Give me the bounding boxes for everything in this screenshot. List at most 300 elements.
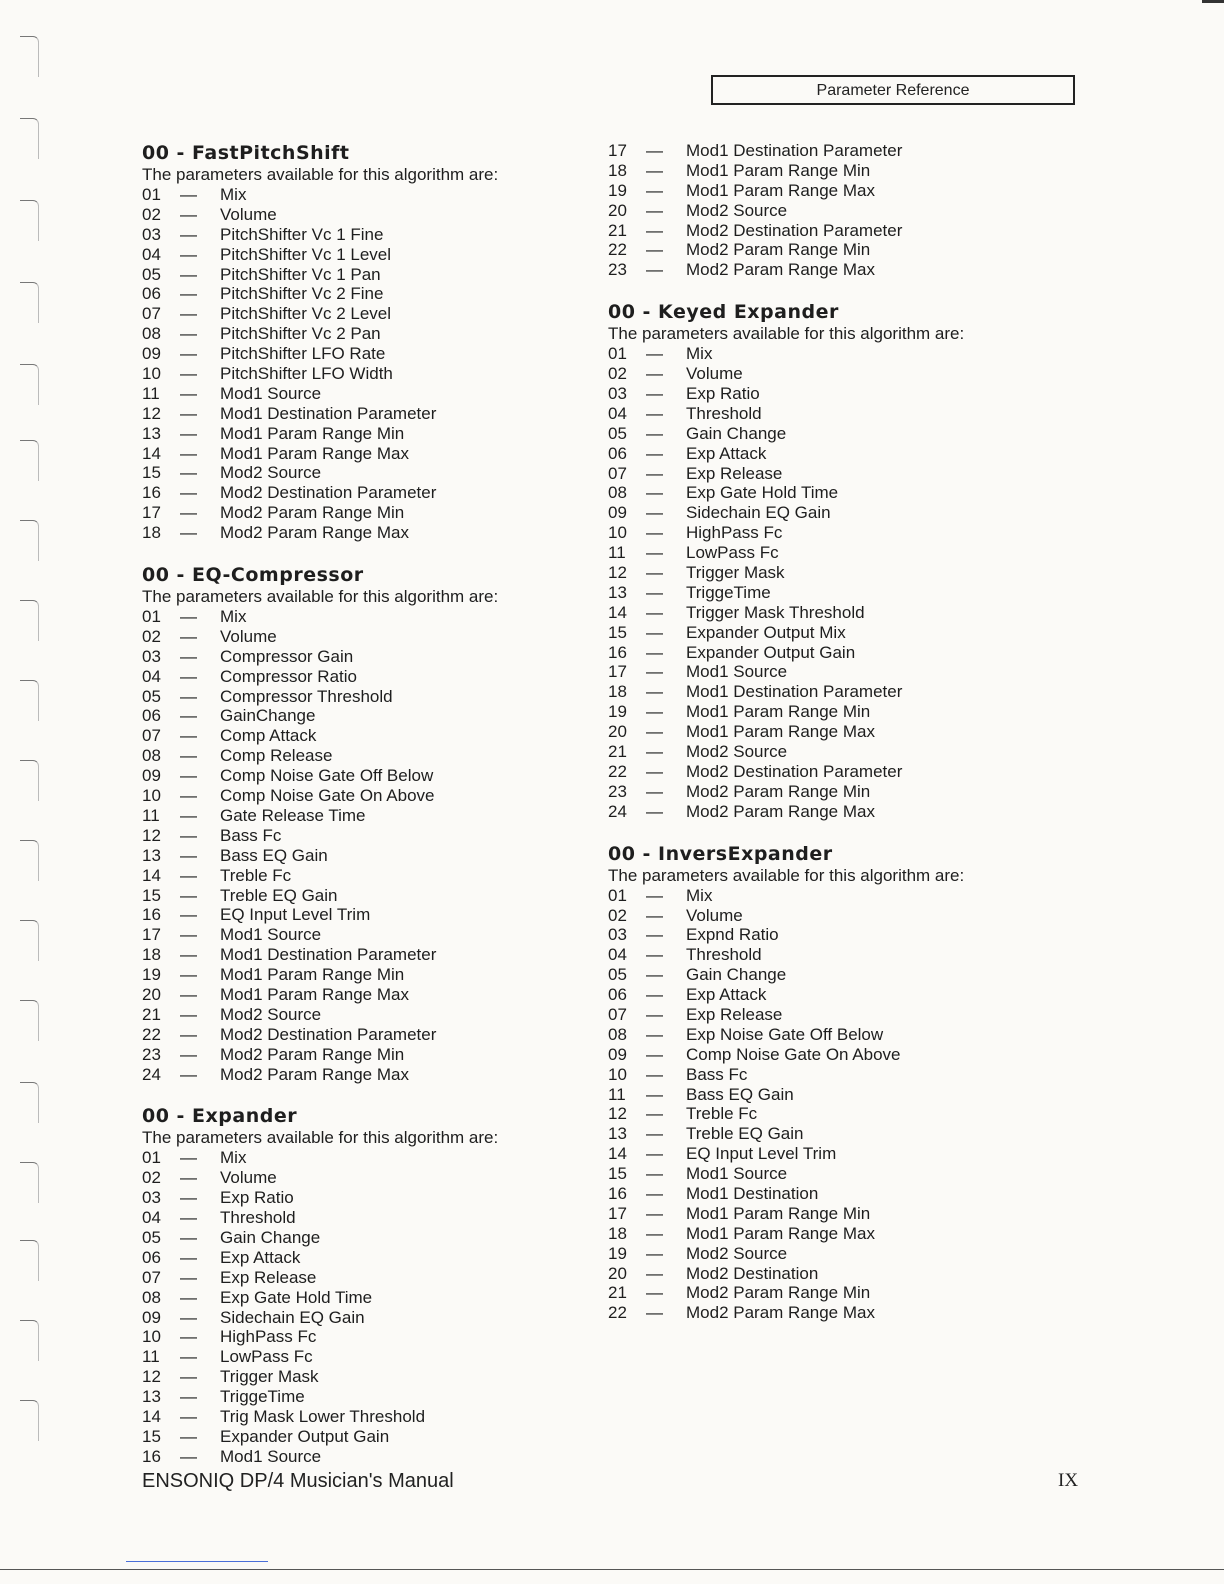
parameter-label: HighPass Fc xyxy=(686,523,783,543)
parameter-number: 04 xyxy=(142,666,161,686)
parameter-label: Gate Release Time xyxy=(220,805,366,825)
parameter-dash: — xyxy=(180,746,197,766)
parameter-label: Bass EQ Gain xyxy=(686,1084,794,1104)
parameter-number: 10 xyxy=(142,1327,161,1347)
parameter-dash: — xyxy=(646,260,663,280)
parameter-row xyxy=(142,687,582,707)
parameter-dash: — xyxy=(646,702,663,722)
parameter-label: Volume xyxy=(220,1168,277,1188)
parameter-row xyxy=(608,201,1048,221)
parameter-label: Mod1 Destination Parameter xyxy=(686,682,903,702)
parameter-row xyxy=(608,603,1048,623)
scan-mark xyxy=(126,1561,268,1562)
parameter-number: 08 xyxy=(608,483,627,503)
right-column xyxy=(608,141,1048,1323)
parameter-label: Mod1 Param Range Min xyxy=(220,423,405,443)
parameter-label: Mod1 Param Range Max xyxy=(220,984,409,1004)
parameter-number: 01 xyxy=(142,1148,161,1168)
parameter-number: 18 xyxy=(608,1223,627,1243)
parameter-row xyxy=(608,563,1048,583)
parameter-row xyxy=(142,806,582,826)
parameter-label: PitchShifter Vc 1 Level xyxy=(220,244,392,264)
parameter-dash: — xyxy=(180,1148,197,1168)
parameter-row xyxy=(142,886,582,906)
parameter-number: 05 xyxy=(608,423,627,443)
parameter-number: 17 xyxy=(608,662,627,682)
parameter-label: Volume xyxy=(220,204,277,224)
parameter-dash: — xyxy=(180,264,197,284)
parameter-row xyxy=(142,185,582,205)
parameter-dash: — xyxy=(180,885,197,905)
parameter-row xyxy=(608,762,1048,782)
parameter-label: Exp Gate Hold Time xyxy=(220,1287,373,1307)
parameter-label: Mod1 Destination xyxy=(686,1183,819,1203)
parameter-row xyxy=(142,245,582,265)
parameter-label: Trigger Mask xyxy=(686,563,785,583)
parameter-label: Sidechain EQ Gain xyxy=(686,503,831,523)
parameter-row xyxy=(142,1188,582,1208)
parameter-dash: — xyxy=(180,1004,197,1024)
parameter-number: 18 xyxy=(608,160,627,180)
manual-title: ENSONIQ DP/4 Musician's Manual xyxy=(142,1470,454,1492)
parameter-label: Exp Release xyxy=(220,1267,317,1287)
parameter-row xyxy=(142,463,582,483)
parameter-number: 03 xyxy=(142,224,161,244)
parameter-row xyxy=(142,647,582,667)
parameter-row xyxy=(142,706,582,726)
parameter-number: 03 xyxy=(142,1188,161,1208)
algorithm-intro: The parameters available for this algorithm are: xyxy=(608,865,965,885)
parameter-dash: — xyxy=(646,141,663,160)
binder-hole xyxy=(20,118,39,159)
binder-hole xyxy=(20,680,39,721)
parameter-row xyxy=(608,1085,1048,1105)
parameter-dash: — xyxy=(180,845,197,865)
parameter-row xyxy=(142,404,582,424)
parameter-row xyxy=(142,1288,582,1308)
parameter-number: 06 xyxy=(608,985,627,1005)
parameter-dash: — xyxy=(646,905,663,925)
scan-edge-line xyxy=(0,1569,1224,1570)
parameter-number: 15 xyxy=(142,463,161,483)
parameter-label: Mod1 Source xyxy=(220,383,322,403)
parameter-label: Mod2 Param Range Min xyxy=(686,781,871,801)
parameter-row xyxy=(608,945,1048,965)
parameter-dash: — xyxy=(646,463,663,483)
parameter-dash: — xyxy=(646,423,663,443)
parameter-row xyxy=(608,1144,1048,1164)
parameter-number: 05 xyxy=(142,1227,161,1247)
parameter-dash: — xyxy=(646,761,663,781)
algorithm-section xyxy=(608,141,1048,280)
parameter-number: 15 xyxy=(142,885,161,905)
binder-hole xyxy=(20,600,39,641)
parameter-label: Mod2 Param Range Max xyxy=(220,1064,409,1084)
parameter-row xyxy=(142,1168,582,1188)
parameter-number: 06 xyxy=(142,706,161,726)
algorithm-intro: The parameters available for this algorithm are: xyxy=(142,587,499,607)
parameter-dash: — xyxy=(646,1064,663,1084)
parameter-row xyxy=(608,886,1048,906)
parameter-row xyxy=(142,607,582,627)
parameter-number: 18 xyxy=(142,523,161,543)
parameter-dash: — xyxy=(180,284,197,304)
parameter-row xyxy=(608,1124,1048,1144)
parameter-dash: — xyxy=(180,905,197,925)
parameter-number: 09 xyxy=(142,344,161,364)
parameter-label: LowPass Fc xyxy=(220,1347,313,1367)
parameter-row xyxy=(608,1244,1048,1264)
parameter-number: 02 xyxy=(142,204,161,224)
parameter-number: 13 xyxy=(608,1124,627,1144)
binder-hole xyxy=(20,520,39,561)
parameter-number: 15 xyxy=(142,1426,161,1446)
parameter-dash: — xyxy=(646,543,663,563)
parameter-label: Mod1 Param Range Min xyxy=(220,965,405,985)
parameter-number: 22 xyxy=(608,761,627,781)
parameter-label: Treble Fc xyxy=(220,865,292,885)
parameter-label: TriggeTime xyxy=(220,1387,305,1407)
parameter-dash: — xyxy=(646,1024,663,1044)
parameter-number: 21 xyxy=(608,1283,627,1303)
parameter-row xyxy=(608,682,1048,702)
parameter-number: 14 xyxy=(608,602,627,622)
binder-hole xyxy=(20,1000,39,1041)
parameter-dash: — xyxy=(646,523,663,543)
parameter-dash: — xyxy=(180,1347,197,1367)
parameter-number: 20 xyxy=(608,200,627,220)
parameter-label: Mod1 Source xyxy=(686,662,788,682)
parameter-dash: — xyxy=(180,706,197,726)
parameter-dash: — xyxy=(646,160,663,180)
parameter-label: Mod2 Destination Parameter xyxy=(220,1024,437,1044)
parameter-dash: — xyxy=(180,865,197,885)
parameter-label: Comp Release xyxy=(220,746,333,766)
parameter-label: Exp Attack xyxy=(220,1247,301,1267)
algorithm-section xyxy=(608,280,1048,821)
parameter-label: Comp Attack xyxy=(220,726,317,746)
parameter-number: 12 xyxy=(608,1104,627,1124)
parameter-label: Mod2 Param Range Max xyxy=(220,523,409,543)
parameter-row xyxy=(608,985,1048,1005)
parameter-label: Mod2 Source xyxy=(686,1243,788,1263)
parameter-label: Volume xyxy=(686,364,743,384)
parameter-dash: — xyxy=(180,626,197,646)
parameter-number: 03 xyxy=(142,646,161,666)
parameter-dash: — xyxy=(646,1223,663,1243)
parameter-dash: — xyxy=(646,1084,663,1104)
parameter-number: 22 xyxy=(608,240,627,260)
parameter-label: Comp Noise Gate On Above xyxy=(220,786,435,806)
parameter-dash: — xyxy=(180,726,197,746)
algorithm-title: 00 - Expander xyxy=(142,1105,298,1128)
parameter-number: 06 xyxy=(608,443,627,463)
parameter-row xyxy=(142,1208,582,1228)
parameter-label: Mod2 Source xyxy=(686,200,788,220)
algorithm-section xyxy=(142,543,582,1084)
algorithm-section xyxy=(142,141,582,543)
parameter-label: Comp Noise Gate Off Below xyxy=(220,766,434,786)
parameter-dash: — xyxy=(646,1124,663,1144)
parameter-label: Mod2 Source xyxy=(220,463,322,483)
parameter-label: LowPass Fc xyxy=(686,543,779,563)
parameter-number: 11 xyxy=(608,543,626,563)
parameter-row xyxy=(608,1005,1048,1025)
parameter-dash: — xyxy=(180,1327,197,1347)
parameter-row xyxy=(142,1005,582,1025)
parameter-dash: — xyxy=(646,220,663,240)
parameter-number: 10 xyxy=(142,364,161,384)
parameter-number: 06 xyxy=(142,1247,161,1267)
parameter-number: 11 xyxy=(142,805,160,825)
parameter-dash: — xyxy=(180,825,197,845)
parameter-label: PitchShifter LFO Rate xyxy=(220,344,386,364)
parameter-number: 01 xyxy=(142,607,161,627)
binder-hole xyxy=(20,440,39,481)
parameter-label: Trigger Mask Threshold xyxy=(686,602,865,622)
parameter-dash: — xyxy=(646,1144,663,1164)
parameter-row xyxy=(608,702,1048,722)
parameter-dash: — xyxy=(646,180,663,200)
parameter-dash: — xyxy=(180,463,197,483)
parameter-row xyxy=(142,523,582,543)
parameter-row xyxy=(608,483,1048,503)
algorithm-section xyxy=(142,1084,582,1466)
parameter-row xyxy=(608,181,1048,201)
parameter-number: 04 xyxy=(608,945,627,965)
parameter-number: 20 xyxy=(608,1263,627,1283)
parameter-row xyxy=(608,1045,1048,1065)
parameter-label: Exp Release xyxy=(686,463,783,483)
parameter-label: Mod1 Destination Parameter xyxy=(220,403,437,423)
parameter-dash: — xyxy=(180,1287,197,1307)
parameter-dash: — xyxy=(646,742,663,762)
parameter-row xyxy=(142,925,582,945)
parameter-number: 19 xyxy=(608,702,627,722)
parameter-label: GainChange xyxy=(220,706,316,726)
parameter-row xyxy=(142,945,582,965)
parameter-number: 14 xyxy=(142,443,161,463)
parameter-number: 13 xyxy=(142,423,161,443)
parameter-row xyxy=(608,503,1048,523)
parameter-label: Mix xyxy=(686,344,713,364)
parameter-label: Sidechain EQ Gain xyxy=(220,1307,365,1327)
parameter-number: 13 xyxy=(608,582,627,602)
parameter-row xyxy=(608,543,1048,563)
binder-hole xyxy=(20,1400,39,1441)
algorithm-title: 00 - EQ-Compressor xyxy=(142,564,364,587)
parameter-label: Exp Release xyxy=(686,1004,783,1024)
parameter-dash: — xyxy=(646,582,663,602)
parameter-number: 21 xyxy=(608,742,627,762)
parameter-number: 05 xyxy=(142,264,161,284)
parameter-row xyxy=(142,503,582,523)
parameter-number: 14 xyxy=(142,1406,161,1426)
parameter-label: Mod1 Param Range Max xyxy=(686,180,875,200)
parameter-label: PitchShifter LFO Width xyxy=(220,364,393,384)
parameter-number: 11 xyxy=(142,383,160,403)
parameter-label: Mix xyxy=(686,885,713,905)
section-gap xyxy=(608,822,1048,842)
parameter-label: HighPass Fc xyxy=(220,1327,317,1347)
parameter-label: Mod2 Param Range Max xyxy=(686,801,875,821)
parameter-dash: — xyxy=(646,602,663,622)
parameter-label: Mod1 Source xyxy=(686,1164,788,1184)
parameter-row xyxy=(142,985,582,1005)
binder-hole xyxy=(20,1162,39,1203)
parameter-number: 24 xyxy=(608,801,627,821)
binder-hole xyxy=(20,282,39,323)
parameter-label: Mod1 Param Range Max xyxy=(220,443,409,463)
algorithm-intro: The parameters available for this algorithm are: xyxy=(608,324,965,344)
parameter-number: 01 xyxy=(608,885,627,905)
parameter-dash: — xyxy=(180,945,197,965)
parameter-dash: — xyxy=(180,403,197,423)
parameter-row xyxy=(608,444,1048,464)
parameter-dash: — xyxy=(646,1004,663,1024)
parameter-label: Exp Gate Hold Time xyxy=(686,483,839,503)
parameter-row xyxy=(608,623,1048,643)
parameter-label: Mod1 Source xyxy=(220,925,322,945)
parameter-number: 01 xyxy=(608,344,627,364)
parameter-row xyxy=(142,1387,582,1407)
parameter-dash: — xyxy=(180,766,197,786)
parameter-dash: — xyxy=(646,483,663,503)
parameter-number: 20 xyxy=(142,984,161,1004)
parameter-number: 17 xyxy=(608,1203,627,1223)
parameter-number: 09 xyxy=(608,1044,627,1064)
parameter-row xyxy=(142,1045,582,1065)
parameter-row xyxy=(608,583,1048,603)
parameter-label: Compressor Threshold xyxy=(220,686,393,706)
parameter-number: 12 xyxy=(142,1367,161,1387)
parameter-number: 17 xyxy=(142,925,161,945)
parameter-row xyxy=(142,205,582,225)
parameter-number: 14 xyxy=(608,1144,627,1164)
parameter-row xyxy=(142,1148,582,1168)
parameter-row xyxy=(142,1025,582,1045)
parameter-dash: — xyxy=(180,1044,197,1064)
parameter-dash: — xyxy=(180,1188,197,1208)
parameter-number: 19 xyxy=(608,180,627,200)
parameter-dash: — xyxy=(180,1307,197,1327)
parameter-row xyxy=(142,1347,582,1367)
parameter-number: 20 xyxy=(608,722,627,742)
parameter-dash: — xyxy=(646,925,663,945)
parameter-dash: — xyxy=(180,1367,197,1387)
parameter-label: Mod1 Param Range Min xyxy=(686,160,871,180)
parameter-number: 09 xyxy=(142,1307,161,1327)
parameter-row xyxy=(142,965,582,985)
parameter-row xyxy=(608,1224,1048,1244)
parameter-label: Mod2 Source xyxy=(686,742,788,762)
parameter-number: 05 xyxy=(142,686,161,706)
binder-hole xyxy=(20,36,39,77)
algorithm-title: 00 - Keyed Expander xyxy=(608,301,839,324)
parameter-dash: — xyxy=(180,607,197,627)
parameter-label: Treble EQ Gain xyxy=(686,1124,804,1144)
parameter-number: 17 xyxy=(608,141,627,160)
parameter-row xyxy=(608,643,1048,663)
parameter-label: Mod2 Param Range Min xyxy=(220,503,405,523)
parameter-number: 22 xyxy=(142,1024,161,1044)
parameter-number: 22 xyxy=(608,1303,627,1323)
parameter-label: Trigger Mask xyxy=(220,1367,319,1387)
parameter-row xyxy=(608,906,1048,926)
parameter-dash: — xyxy=(180,786,197,806)
parameter-dash: — xyxy=(646,344,663,364)
parameter-dash: — xyxy=(180,324,197,344)
parameter-dash: — xyxy=(646,384,663,404)
parameter-row xyxy=(608,364,1048,384)
parameter-number: 10 xyxy=(142,786,161,806)
parameter-row xyxy=(142,1228,582,1248)
parameter-label: Compressor Ratio xyxy=(220,666,357,686)
parameter-dash: — xyxy=(180,1227,197,1247)
section-gap xyxy=(142,543,582,563)
algorithm-title: 00 - InversExpander xyxy=(608,842,833,865)
parameter-dash: — xyxy=(180,483,197,503)
parameter-row xyxy=(142,284,582,304)
parameter-row xyxy=(608,240,1048,260)
parameter-number: 23 xyxy=(142,1044,161,1064)
parameter-dash: — xyxy=(180,666,197,686)
parameter-dash: — xyxy=(180,1446,197,1466)
parameter-number: 02 xyxy=(608,364,627,384)
parameter-row xyxy=(142,444,582,464)
parameter-number: 11 xyxy=(608,1084,626,1104)
parameter-label: Mod2 Destination Parameter xyxy=(686,220,903,240)
parameter-number: 08 xyxy=(608,1024,627,1044)
parameter-number: 17 xyxy=(142,503,161,523)
parameter-row xyxy=(142,384,582,404)
parameter-dash: — xyxy=(180,686,197,706)
parameter-label: TriggeTime xyxy=(686,582,771,602)
parameter-dash: — xyxy=(646,364,663,384)
parameter-dash: — xyxy=(180,1247,197,1267)
parameter-dash: — xyxy=(646,682,663,702)
parameter-dash: — xyxy=(180,1387,197,1407)
parameter-label: Mod2 Param Range Min xyxy=(686,240,871,260)
parameter-row xyxy=(608,1283,1048,1303)
parameter-number: 19 xyxy=(608,1243,627,1263)
parameter-dash: — xyxy=(646,622,663,642)
parameter-label: PitchShifter Vc 1 Fine xyxy=(220,224,384,244)
parameter-label: Bass Fc xyxy=(220,825,282,845)
parameter-dash: — xyxy=(180,925,197,945)
binder-hole xyxy=(20,364,39,405)
parameter-label: Volume xyxy=(220,626,277,646)
algorithm-intro: The parameters available for this algorithm are: xyxy=(142,1128,499,1148)
parameter-row xyxy=(608,662,1048,682)
parameter-dash: — xyxy=(646,1263,663,1283)
parameter-row xyxy=(142,304,582,324)
page-number: IX xyxy=(1058,1470,1079,1491)
parameter-dash: — xyxy=(646,965,663,985)
parameter-dash: — xyxy=(646,503,663,523)
parameter-dash: — xyxy=(180,646,197,666)
parameter-label: EQ Input Level Trim xyxy=(220,905,371,925)
parameter-number: 16 xyxy=(142,483,161,503)
parameter-row xyxy=(142,1065,582,1085)
parameter-label: EQ Input Level Trim xyxy=(686,1144,837,1164)
parameter-number: 13 xyxy=(142,845,161,865)
section-gap xyxy=(142,1084,582,1104)
parameter-label: PitchShifter Vc 2 Pan xyxy=(220,324,381,344)
parameter-number: 07 xyxy=(142,1267,161,1287)
parameter-dash: — xyxy=(180,1064,197,1084)
parameter-number: 12 xyxy=(142,825,161,845)
